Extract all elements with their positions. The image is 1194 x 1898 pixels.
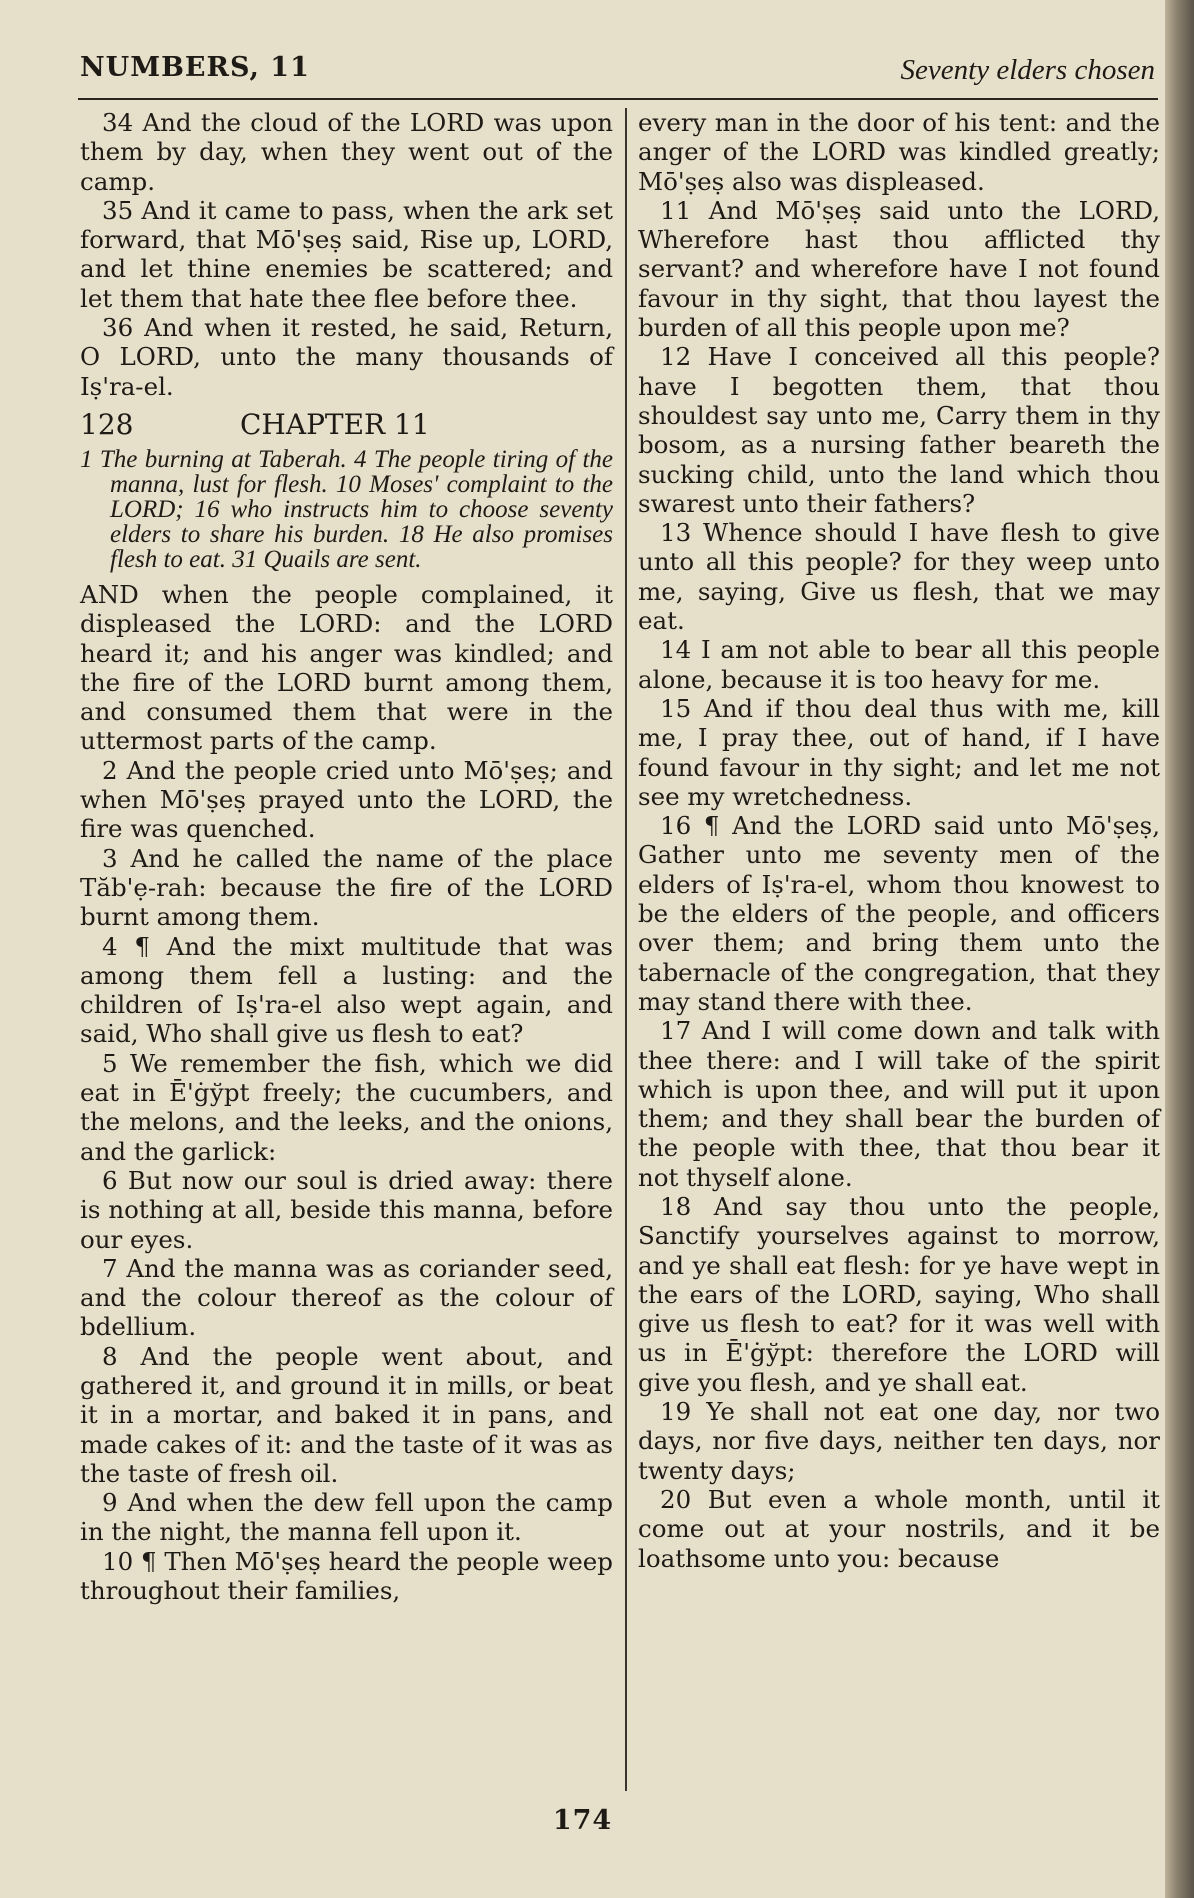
verse-10: 10 ¶ Then Mō'ṣeṣ heard the people weep throughout their families, xyxy=(80,1546,613,1606)
column-divider xyxy=(625,108,627,1791)
left-column xyxy=(80,108,613,1605)
verse-17: 17 And I will come down and talk with thee there: and I will take of the spirit which is upon thee, and will put it upon them; and they shall bear the burden of the people with thee, that thou bear it not thyself alone. xyxy=(638,1016,1160,1192)
verse-14: 14 I am not able to bear all this people alone, because it is too heavy for me. xyxy=(638,635,1160,694)
verse-12: 12 Have I conceived all this people? have I begotten them, that thou shouldest say unto me, Carry them in thy bosom, as a nursing father beareth the sucking child, unto the land which thou swarest unto their fathers? xyxy=(638,342,1160,518)
verse-7: 7 And the manna was as coriander seed, and the colour thereof as the colour of bdellium. xyxy=(80,1253,613,1342)
running-header xyxy=(80,52,1155,92)
header-rule xyxy=(78,98,1158,100)
verse-1: AND when the people complained, it displeased the LORD: and the LORD heard it; and his anger was kindled; and the fire of the LORD burnt among them, and consumed them that were in the uttermost parts of the camp. xyxy=(80,579,613,756)
verse-36: 36 And when it rested, he said, Return, O LORD, unto the many thousands of Iṣ'ra-el. xyxy=(80,313,613,401)
right-column xyxy=(638,108,1160,1573)
topic-heading: Seventy elders chosen xyxy=(900,54,1155,86)
verse-35: 35 And it came to pass, when the ark set forward, that Mō'ṣeṣ said, Rise up, LORD, and let thine enemies be scattered; and let them that hate thee flee before thee. xyxy=(80,195,613,313)
verse-15: 15 And if thou deal thus with me, kill me, I pray thee, out of hand, if I have found favour in thy sight; and let me not see my wretchedness. xyxy=(638,693,1160,811)
verse-16: 16 ¶ And the LORD said unto Mō'ṣeṣ, Gather unto me seventy men of the elders of Iṣ'ra-el, whom thou knowest to be the elders of the people, and officers over them; and bring them unto the tabernacle of the congregation, that they may stand there with thee. xyxy=(638,811,1160,1016)
chapter-title: CHAPTER 11 xyxy=(240,407,430,441)
verse-6: 6 But now our soul is dried away: there is nothing at all, beside this manna, before our eyes. xyxy=(80,1165,613,1254)
verse-18: 18 And say thou unto the people, Sanctify yourselves against to morrow, and ye shall eat flesh: for ye have wept in the ears of the LORD, saying, Who shall give us flesh to eat? for it was well with us in Ē'ġўpt: therefore the LORD will give you flesh, and ye shall eat. xyxy=(638,1191,1160,1397)
verse-3: 3 And he called the name of the place Tăb'ẹ-rah: because the fire of the LORD burnt among them. xyxy=(80,843,613,932)
page-edge-shadow xyxy=(1165,0,1194,1898)
verse-5: 5 We remember the fish, which we did eat in Ē'ġўpt freely; the cucumbers, and the melons, and the leeks, and the onions, and the garlick: xyxy=(80,1048,613,1166)
verse-4: 4 ¶ And the mixt multitude that was among them fell a lusting: and the children of Iṣ'ra-el also wept again, and said, Who shall give us flesh to eat? xyxy=(80,931,613,1049)
verse-13: 13 Whence should I have flesh to give unto all this people? for they weep unto me, saying, Give us flesh, that we may eat. xyxy=(638,518,1160,636)
verse-20: 20 But even a whole month, until it come out at your nostrils, and it be loathsome unto you: because xyxy=(638,1484,1160,1573)
verse-11: 11 And Mō'ṣeṣ said unto the LORD, Wherefore hast thou afflicted thy servant? and wherefore have I not found favour in thy sight, that thou layest the burden of all this people upon me? xyxy=(638,195,1160,343)
chapter-reference-number: 128 xyxy=(80,407,134,441)
chapter-heading xyxy=(80,407,613,443)
book-chapter-heading: NUMBERS, 11 xyxy=(80,52,310,83)
verse-9: 9 And when the dew fell upon the camp in the night, the manna fell upon it. xyxy=(80,1488,613,1547)
verse-2: 2 And the people cried unto Mō'ṣeṣ; and when Mō'ṣeṣ prayed unto the LORD, the fire was quenched. xyxy=(80,755,613,844)
page-number: 174 xyxy=(552,1805,613,1836)
chapter-summary: 1 The burning at Taberah. 4 The people tiring of the manna, lust for flesh. 10 Moses' complaint to the LORD; 16 who instructs him to choose seventy elders to share his burden. 18 He also promises flesh to eat. 31 Quails are sent. xyxy=(80,445,613,573)
verse-10-continued: every man in the door of his tent: and the anger of the LORD was kindled greatly; Mō'ṣeṣ also was displeased. xyxy=(638,108,1160,196)
verse-34: 34 And the cloud of the LORD was upon them by day, when they went out of the camp. xyxy=(80,108,613,196)
verse-8: 8 And the people went about, and gathered it, and ground it in mills, or beat it in a mortar, and baked it in pans, and made cakes of it: and the taste of it was as the taste of fresh oil. xyxy=(80,1341,613,1488)
verse-19: 19 Ye shall not eat one day, nor two days, nor five days, neither ten days, nor twenty days; xyxy=(638,1397,1160,1485)
